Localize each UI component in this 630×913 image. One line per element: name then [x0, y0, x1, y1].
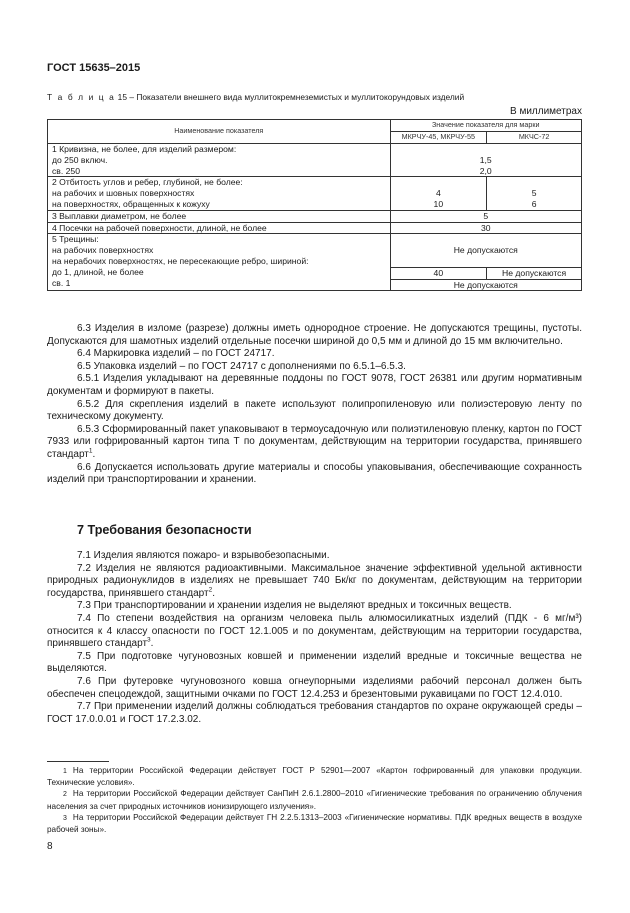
row-cracks-length-mkrchu: 40 [390, 267, 487, 279]
appearance-indicators-table [47, 119, 582, 291]
section-6-continuation [47, 323, 582, 487]
row-curvature-value: 1,5 2,0 [390, 144, 582, 177]
table-row [48, 234, 582, 267]
paragraph-6-5-2: 6.5.2 Для скрепления изделий в пакете используют полипропиленовую или полиэстеровую ленту по техническому документу. [47, 398, 582, 423]
paragraph-7-5: 7.5 При подготовке чугуновозных ковшей и применении изделий вредные и токсичные вещества не выделяются. [47, 650, 582, 675]
paragraph-7-3: 7.3 При транспортировании и хранении изделия не выделяют вредных и токсичных веществ. [77, 600, 512, 612]
footnote-1: 1 На территории Российской Федерации действует ГОСТ Р 52901—2007 «Картон гофрированный для упаковки продукции. Технические условия». [47, 766, 582, 788]
table-header-row [48, 120, 582, 132]
document-code-header: ГОСТ 15635–2015 [47, 62, 141, 74]
section-7-title: 7 Требования безопасности [77, 523, 252, 537]
header-grade-mkrchu: МКРЧУ-45, МКРЧУ-55 [390, 132, 487, 144]
paragraph-6-5-1: 6.5.1 Изделия укладывают на деревянные поддоны по ГОСТ 9078, ГОСТ 26381 или другим нормативным документам и формируют в пакеты. [47, 373, 582, 397]
paragraph-7-1: 7.1 Изделия являются пожаро- и взрывобезопасными. [77, 550, 330, 561]
table-row [48, 144, 582, 177]
paragraph-7-7: 7.7 При применении изделий должны соблюдаться требования стандартов по охране окружающей среды – ГОСТ 17.0.0.01 и ГОСТ 17.2.3.02. [47, 701, 582, 725]
row-nicks-value: 30 [390, 222, 582, 234]
table-caption-text: 15 – Показатели внешнего вида муллитокремнеземистых и муллитокорундовых изделий [115, 92, 465, 102]
page-number: 8 [47, 841, 53, 852]
row-cracks-name: 5 Трещины: на рабочих поверхностях на нерабочих поверхностях, не пересекающие ребро, шириной: до 1, длиной, не более св. 1 [48, 234, 391, 291]
section-7-body [47, 550, 582, 726]
row-cracks-length-mkchs: Не допускаются [487, 267, 582, 279]
table-row [48, 177, 582, 210]
footnote-2: 2 На территории Российской Федерации действует СанПиН 2.6.1.2800–2010 «Гигиенические требования по ограничению облучения населения за счет природных источников ионизирующего излучения». [47, 789, 582, 811]
paragraph-7-2: 7.2 Изделия не являются радиоактивными. Максимальное значение эффективной удельной активности природных радионуклидов в изделиях не превышает 740 Бк/кг по документам, действующим на территории государства, принявшего стандарт$^2$. [47, 562, 582, 599]
footnote-ref-3: 3 [147, 636, 151, 644]
paragraph-6-5: 6.5 Упаковка изделий – по ГОСТ 24717 с дополнениями по 6.5.1–6.5.3. [77, 360, 406, 372]
header-indicator-name: Наименование показателя [48, 120, 391, 144]
table-row [48, 210, 582, 222]
paragraph-6-6: 6.6 Допускается использовать другие материалы и способы упаковывания, обеспечивающие сохранность изделий при транспортировании и хранении. [47, 461, 582, 486]
table-row [48, 222, 582, 234]
row-chipping-value-mkrchu: 4 10 [390, 177, 487, 210]
paragraph-6-4: 6.4 Маркировка изделий – по ГОСТ 24717. [77, 348, 275, 360]
row-chipping-name: 2 Отбитость углов и ребер, глубиной, не более: на рабочих и шовных поверхностях на поверхностях, обращенных к кожуху [48, 177, 391, 210]
paragraph-7-6: 7.6 При футеровке чугуновозного ковша огнеупорными изделиями рабочий персонал должен быть обеспечен спецодеждой, защитными очками по ГОСТ 12.4.253 и брезентовыми рукавицами по ГОСТ 12.4.010. [47, 675, 582, 700]
footnote-ref-1: 1 [88, 447, 93, 455]
row-meltings-name: 3 Выплавки диаметром, не более [48, 210, 391, 222]
table-caption-prefix: Т а б л и ц а [47, 92, 116, 102]
row-curvature-name: 1 Кривизна, не более, для изделий размером: до 250 включ. св. 250 [48, 144, 391, 177]
row-cracks-over-1-value: Не допускаются [390, 279, 582, 291]
footnotes [47, 765, 582, 835]
row-meltings-value: 5 [390, 210, 582, 222]
footnote-ref-2: 2 [208, 586, 213, 594]
row-nicks-name: 4 Посечки на рабочей поверхности, длиной, не более [48, 222, 391, 234]
footnote-3: 3 На территории Российской Федерации действует ГН 2.2.5.1313–2003 «Гигиенические нормативы. ПДК вредных веществ в воздухе рабочей зоны». [47, 812, 582, 835]
row-cracks-working-value: Не допускаются [390, 234, 582, 267]
paragraph-6-5-3: 6.5.3 Сформированный пакет упаковывают в термоусадочную или полиэтиленовую пленку, картон по ГОСТ 7933 или гофрированный картон типа Т по документам, действующим на территории государства, принявшего стандарт$^1$. [47, 423, 582, 460]
header-value-for-grade: Значение показателя для марки [390, 120, 582, 132]
paragraph-7-4: 7.4 По степени воздействия на организм человека пыль алюмосиликатных изделий (ПДК - 6 мг/м³) относится к 4 классу опасности по ГОСТ 12.1.005 и по документам, действующим на территории государства, принявшего стандарт$^3$. [47, 612, 582, 650]
table-units: В миллиметрах [510, 106, 582, 117]
row-chipping-value-mkchs: 5 6 [487, 177, 582, 210]
header-grade-mkchs: МКЧС-72 [487, 132, 582, 144]
footnote-divider [47, 761, 109, 762]
paragraph-6-3: 6.3 Изделия в изломе (разрезе) должны иметь однородное строение. Не допускаются трещины, пустоты. Допускаются для шамотных изделий отдельные посечки шириной до 0,5 мм и длиной до 15 мм включительно. [47, 323, 582, 347]
table-caption [47, 92, 464, 102]
